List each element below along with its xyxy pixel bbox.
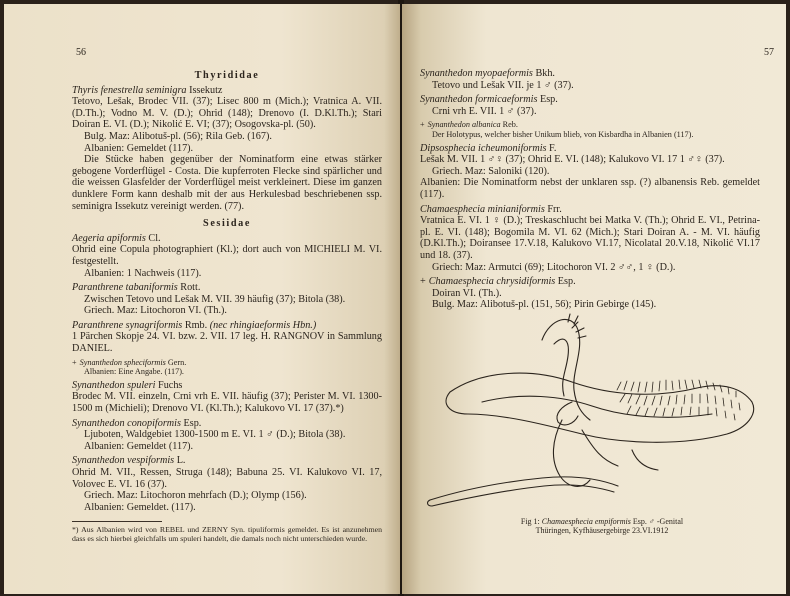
species-formicaeformis: Synanthedon formicaeformis Esp. xyxy=(420,94,558,106)
page-number-right: 57 xyxy=(764,47,774,58)
record: Vratnica E. VI. 1 ♀ (D.); Treskaschlucht bei Matka V. (Th.); Ohrid E. VI., Petrina-pl. E. VI. (148); Bogomila M. VI. 62 (Mich.); Stari Doiran A. - M. VI. häufig (D.Kl.Th.); Doiransee 17.V.18, Kalukovo VI.17, Nicolatal 20.V.18, Nikolić VI.17 und 18. (37). xyxy=(420,215,760,261)
figure-stroke-valva-inner xyxy=(482,396,712,417)
species-spuleri: Synanthedon spuleri Fuchs xyxy=(72,379,183,391)
left-column xyxy=(72,68,382,543)
record: Albanien: 1 Nachweis (117). xyxy=(84,267,202,279)
footnote: *) Aus Albanien wird von REBEL und ZERNY Syn. tipuliformis gemeldet. Es ist anzunehmen dass es sich hierbei gleichfalls um spuleri handelt, die damals noch nicht unterschieden wurde. xyxy=(72,525,382,544)
footnote-rule xyxy=(72,521,162,522)
family-heading-thyrididae: Thyrididae xyxy=(194,70,260,81)
record: Lešak M. VII. 1 ♂♀ (37); Ohrid E. VI. (148); Kalukovo VI. 17 1 ♂♀ (37). xyxy=(420,154,725,166)
species-albanica: + Synanthedon albanica Reb. xyxy=(420,120,518,130)
species-synagriformis: Paranthrene synagriformis Rmb. (nec rhingiaeformis Hbn.) xyxy=(72,319,317,331)
species-conopiformis: Synanthedon conopiformis Esp. xyxy=(72,417,202,429)
figure-stroke-uncus xyxy=(554,339,568,396)
right-column xyxy=(420,68,760,311)
record: Albanien: Gemeldet (117). xyxy=(84,440,194,452)
species-chrysidiformis: + Chamaesphecia chrysidiformis Esp. xyxy=(420,276,576,288)
record: Ohrid M. VII., Ressen, Struga (148); Babuna 25. VI. Kalukovo VI. 17, Volovec E. VI. 16 (37). xyxy=(72,467,382,490)
page-number-left: 56 xyxy=(76,47,86,58)
record: Albanien: Die Nominatform nebst der unklaren ssp. (?) albanensis Reb. gemeldet (117). xyxy=(420,177,760,200)
record: Zwischen Tetovo und Lešak M. VII. 39 häufig (37); Bitola (38). xyxy=(84,293,346,305)
record: Griech: Maz: Armutci (69); Litochoron VI. 2 ♂♂, 1 ♀ (D.). xyxy=(432,261,676,273)
record: Griech. Maz: Litochoron VI. (Th.). xyxy=(84,305,227,317)
record: Albanien: Eine Angabe. (117). xyxy=(84,367,184,377)
species-minianiformis: Chamaesphecia minianiformis Frr. xyxy=(420,203,562,215)
figure-stroke-hairs xyxy=(568,314,586,338)
figure-stroke-aedeagus-lower xyxy=(432,485,614,506)
record: Tetovo und Lešak VII. je 1 ♂ (37). xyxy=(432,79,574,91)
record: Albanien: Gemeldet. (117). xyxy=(84,501,196,513)
figure-stroke-process xyxy=(632,450,658,470)
record: Griech. Maz: Saloniki (120). xyxy=(432,165,550,177)
record: Bulg. Maz: Alibotuš-pl. (151, 56); Pirin Gebirge (145). xyxy=(432,299,657,311)
species-note: Die Stücke haben gegenüber der Nominatform eine etwas stärker gebogene Vorderflügel - Costa. Die kupferroten Flecke sind spärlicher und die weissen Glasfelder der Vorderflügel meist verkleinert. Diese im ganzen dunklere Form kann deshalb mit der aus Herkulesbad beschriebenen ssp. seminigra Issekutz vereinigt werden. (77). xyxy=(72,154,382,212)
species-dipsosphecia: Dipsosphecia icheumoniformis F. xyxy=(420,142,557,154)
figure-caption-line-2: Thüringen, Kyfhäusergebirge 23.VI.1912 xyxy=(535,526,669,536)
family-heading-sesiidae: Sesiidae xyxy=(203,218,251,230)
genitalia-figure xyxy=(422,310,772,520)
record: Griech. Maz: Litochoron mehrfach (D.); Olymp (156). xyxy=(84,490,307,502)
record: Doiran VI. (Th.). xyxy=(432,287,502,299)
record: Bulg. Maz: Alibotuš-pl. (56); Rila Geb. (167). xyxy=(84,130,272,142)
record: Brodec M. VII. einzeln, Crni vrh E. VII. häufig (37); Perister M. VI. 1300-1500 m (Michieli); Drenovo VI. (Kl.Th.); Kalukovo VI. 17 (37).*) xyxy=(72,391,382,415)
species-spheciformis: + Synanthedon spheciformis Gern. xyxy=(72,357,187,367)
record: Albanien: Gemeldet (117). xyxy=(84,142,194,154)
figure-caption-line-1: Fig 1: Chamaesphecia empiformis Esp. ♂ -Genital xyxy=(520,517,684,526)
species-vespiformis: Synanthedon vespiformis L. xyxy=(72,455,186,467)
record: 1 Pärchen Skopje 24. VI. bzw. 2. VII. 17 leg. H. RANGNOV in Sammlung DANIEL. xyxy=(72,331,382,355)
record: Ohrid eine Copula photographiert (Kl.); dort auch von MICHIELI M. VI. festgestellt. xyxy=(72,244,382,267)
figure-stroke-lobe xyxy=(557,402,578,425)
species-myopaeformis: Synanthedon myopaeformis Bkh. xyxy=(420,68,555,79)
record: Der Holotypus, welcher bisher Unikum blieb, von Kisbardha in Albanien (117). xyxy=(432,129,694,139)
record: Ljuboten, Waldgebiet 1300-1500 m E. VI. 1 ♂ (D.); Bitola (38). xyxy=(84,429,346,441)
right-page xyxy=(402,4,786,594)
figure-stroke-valva xyxy=(446,373,754,442)
species-thyris: Thyris fenestrella seminigra Issekutz xyxy=(72,84,223,96)
record: Tetovo, Lešak, Brodec VII. (37); Lisec 800 m (Mich.); Vratnica A. VII. (D.Th.); Vodno M. V. (D.); Ohrid (148); Drenovo (I. D.Kl.Th.); Stari Doiran E. VI. (D.); Nikolić E. VI; (37); Osogovska-pl. (50). xyxy=(72,96,382,131)
species-aegeria: Aegeria apiformis Cl. xyxy=(72,232,161,244)
figure-caption xyxy=(442,517,762,536)
record: Crni vrh E. VII. 1 ♂ (37). xyxy=(432,105,537,117)
species-tabaniformis: Paranthrene tabaniformis Rott. xyxy=(72,282,201,294)
figure-stroke-aedeagus-tip xyxy=(428,500,432,506)
left-page xyxy=(4,4,400,594)
